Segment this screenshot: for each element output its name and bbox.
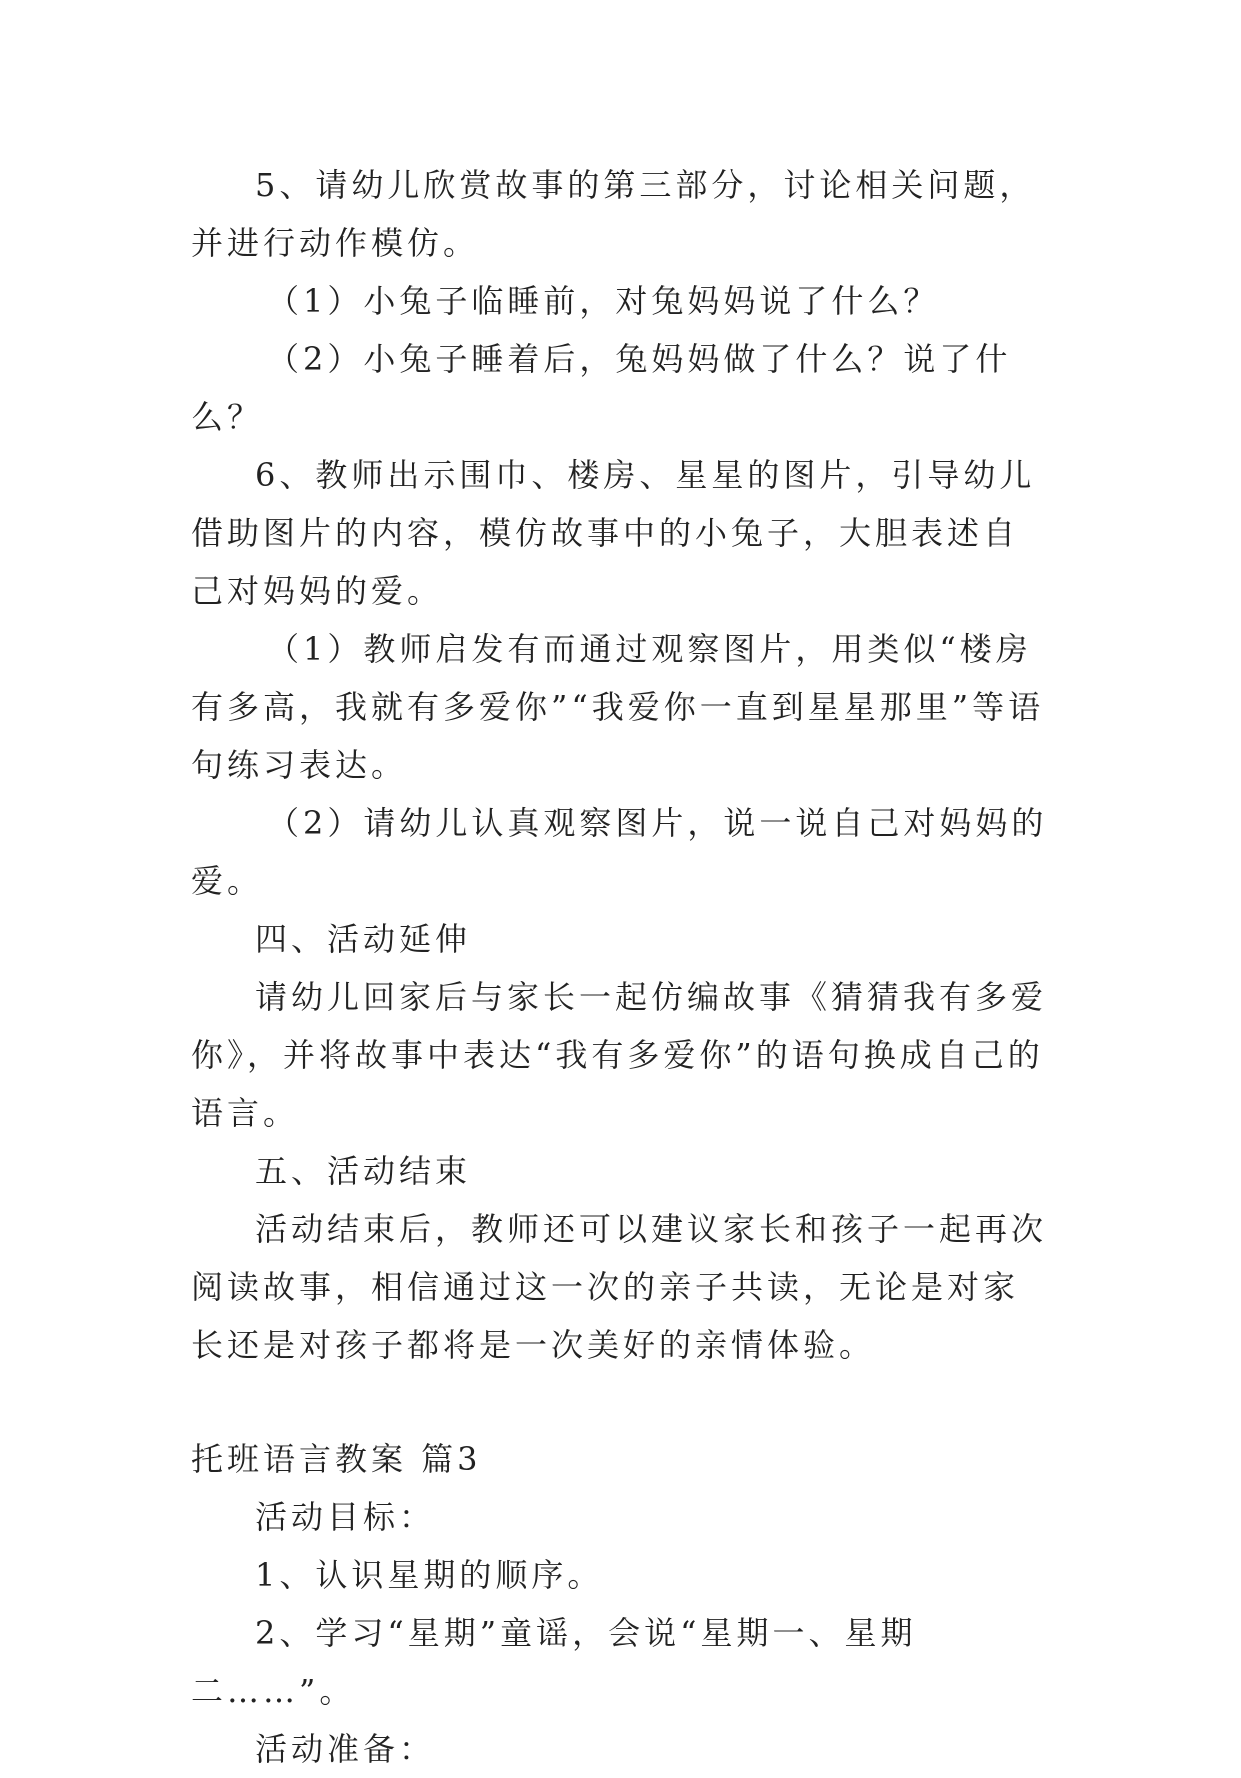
paragraph-goal-1: 1、认识星期的顺序。 <box>255 1556 604 1594</box>
paragraph-question-1: （1）小兔子临睡前，对兔妈妈说了什么？ <box>267 282 940 320</box>
document-body <box>191 156 1051 1778</box>
heading-activity-end: 五、活动结束 <box>255 1152 472 1190</box>
paragraph-question-2: （2）小兔子睡着后，兔妈妈做了什么？说了什么？ <box>191 340 1012 436</box>
section-title: 托班语言教案 篇3 <box>191 1440 482 1478</box>
paragraph-step-5: 5、请幼儿欣赏故事的第三部分，讨论相关问题，并进行动作模仿。 <box>191 166 1036 262</box>
heading-activity-goals: 活动目标： <box>255 1498 436 1536</box>
heading-activity-preparation: 活动准备： <box>255 1730 436 1768</box>
paragraph-end: 活动结束后，教师还可以建议家长和孩子一起再次阅读故事，相信通过这一次的亲子共读，无论是对家长还是对孩子都将是一次美好的亲情体验。 <box>191 1210 1048 1364</box>
paragraph-sub-2: （2）请幼儿认真观察图片，说一说自己对妈妈的爱。 <box>191 804 1048 900</box>
heading-activity-extension: 四、活动延伸 <box>255 920 472 958</box>
paragraph-extension: 请幼儿回家后与家长一起仿编故事《猜猜我有多爱你》，并将故事中表达“我有多爱你”的语句换成自己的语言。 <box>191 978 1048 1132</box>
paragraph-goal-2: 2、学习“星期”童谣，会说“星期一、星期二……”。 <box>191 1614 917 1710</box>
paragraph-step-6: 6、教师出示围巾、楼房、星星的图片，引导幼儿借助图片的内容，模仿故事中的小兔子，大胆表述自己对妈妈的爱。 <box>191 456 1036 610</box>
paragraph-sub-1: （1）教师启发有而通过观察图片，用类似“楼房有多高，我就有多爱你”“我爱你一直到星星那里”等语句练习表达。 <box>191 630 1045 784</box>
